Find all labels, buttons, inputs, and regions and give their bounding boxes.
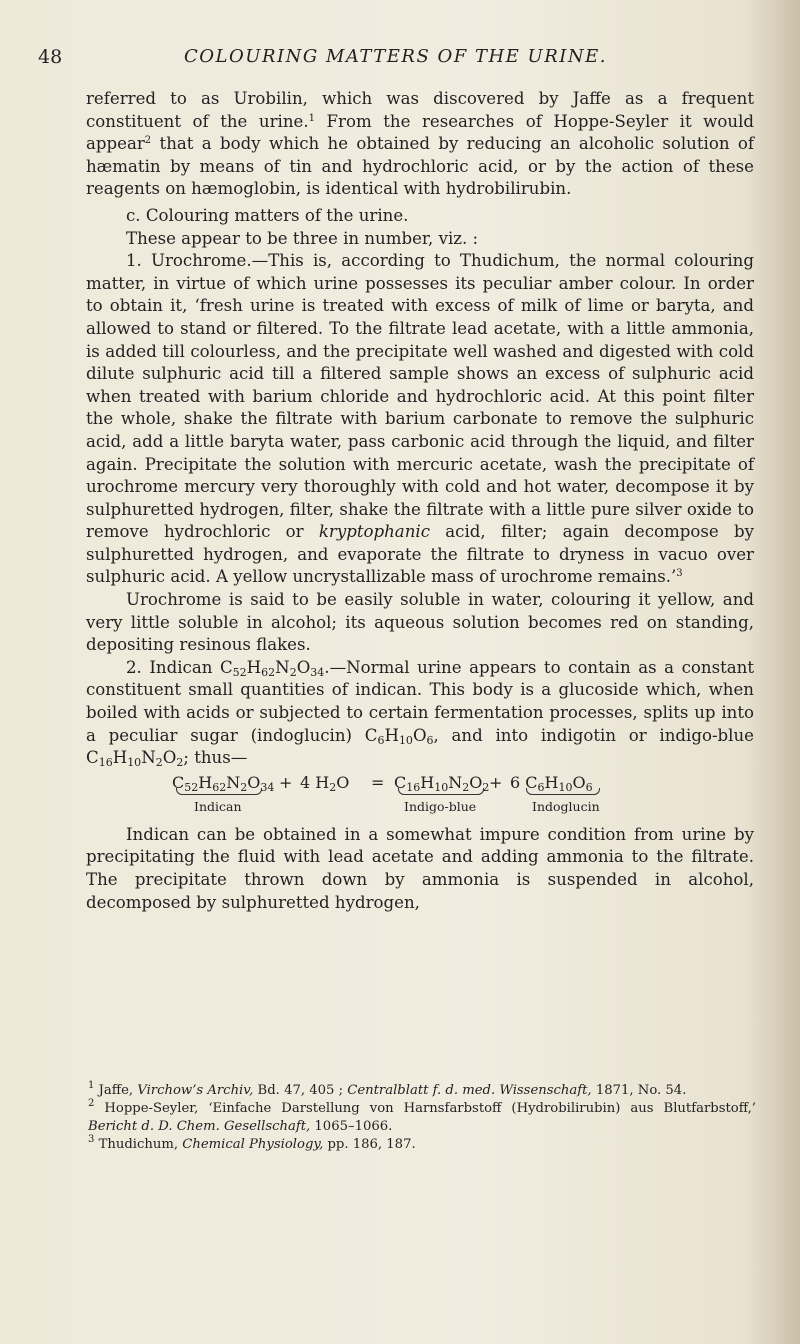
paragraph-urochrome: 1. Urochrome.—This is, according to Thudichum, the normal colouring matter, in virtue of which urine possesses its peculiar amber colour. In order to obtain it, ‘fresh urine is treated with excess of milk of lime or baryta, and allowed to stand or filtered. To the filtrate lead acetate, with a little ammonia, is added till colourless, and the precipitate well washed and digested with cold dilute sulphuric acid till a filtered sample shows an excess of sulphuric acid when treated with barium chloride and hydrochloric acid. At this point filter the whole, shake the filtrate with barium carbonate to remove the sulphuric acid, add a little baryta water, pass carbonic acid through the liquid, and filter again. Precipitate the solution with mercuric acetate, wash the precipitate of urochrome mercury very thoroughly with cold and hot water, decompose it by sulphuretted hydrogen, filter, shake the filtrate with a little pure silver oxide to remove hydrochloric or kryptophanic acid, filter; again decompose by sulphuretted hydrogen, and evaporate the filtrate to dryness in vacuo over sulphuric acid. A yellow uncrystallizable mass of urochrome remains.’$^3$ xyxy=(86,251,754,587)
paragraph-indican-preparation: Indican can be obtained in a somewhat impure condition from urine by precipitating the fluid with lead acetate and adding ammonia to the filtrate. The precipitate thrown down by ammonia is suspended in alcohol, decomposed by sulphuretted hydrogen, xyxy=(86,824,754,912)
equation-plus: + xyxy=(489,772,503,792)
running-title: COLOURING MATTERS OF THE URINE. xyxy=(184,46,607,67)
page-header xyxy=(38,46,753,74)
equation-term-indigo-blue: $C_{16}H_{10}N_2O_2$ xyxy=(394,772,490,794)
equation-brace xyxy=(526,788,600,795)
page-number: 48 xyxy=(38,46,63,68)
footnotes xyxy=(88,1082,756,1154)
equation-brace xyxy=(398,788,484,795)
footnote-ref-3[interactable]: 3 xyxy=(676,568,683,580)
equation-equals: = xyxy=(371,772,385,792)
equation-label-indoglucin: Indoglucin xyxy=(532,798,600,814)
footnote-3: $^3$ Thudichum, Chemical Physiology, pp. 186, 187. xyxy=(88,1134,416,1152)
equation-brace xyxy=(176,788,262,795)
footnote-ref-2[interactable]: 2 xyxy=(144,135,152,147)
chemical-equation xyxy=(86,772,754,822)
paragraph-indican: 2. Indican $C_{52}H_{62}N_2O_{34}.—Normal$ urine appears to contain as a constant constituent small quantities of indican. This body is a glucoside which, when boiled with acids or subjected to certain fermentation processes, splits up into a peculiar sugar (indoglucin) $C_6H_{10}O_6$, and into indigotin or indigo-blue $C_{16}H_{10}N_2O_2$; thus— xyxy=(86,657,754,770)
equation-term-indoglucin: 6 $C_6H_{10}O_6$ xyxy=(510,772,593,794)
body-text xyxy=(86,88,754,914)
equation-term-water: 4 $H_2O$ xyxy=(300,772,350,794)
equation-term-indican: $C_{52}H_{62}N_2O_{34}$ xyxy=(172,772,275,794)
footnote-1: $^1$ Jaffe, Virchow’s Archiv, Bd. 47, 405 ; Centralblatt f. d. med. Wissenschaft, 1871, No. 54. xyxy=(88,1080,687,1098)
footnote-2: $^2$ Hoppe-Seyler, ‘Einfache Darstellung von Harnsfarbstoff (Hydrobilirubin) aus Blutfarbstoff,’ Bericht d. D. Chem. Gesellschaft, 1065–1066. xyxy=(88,1098,756,1134)
equation-plus: + xyxy=(279,772,293,792)
paragraph-urobilin: referred to as Urobilin, which was discovered by Jaffe as a frequent constituent of the urine.$^1$ From the researches of Hoppe-Seyler it would appear$^2$ that a body which he obtained by reducing an alcoholic solution of hæmatin by means of tin and hydrochloric acid, or by the action of these reagents on hæmoglobin, is identical with hydrobilirubin. xyxy=(86,89,754,199)
paragraph-urochrome-properties: Urochrome is said to be easily soluble in water, colouring it yellow, and very little soluble in alcohol; its aqueous solution becomes red on standing, depositing resinous flakes. xyxy=(86,590,754,655)
paragraph-intro: These appear to be three in number, viz. : xyxy=(126,228,479,248)
section-heading: c. Colouring matters of the urine. xyxy=(126,205,409,225)
footnote-ref-1[interactable]: 1 xyxy=(308,112,315,124)
equation-label-indigo-blue: Indigo-blue xyxy=(404,798,477,814)
equation-label-indican: Indican xyxy=(194,798,242,814)
